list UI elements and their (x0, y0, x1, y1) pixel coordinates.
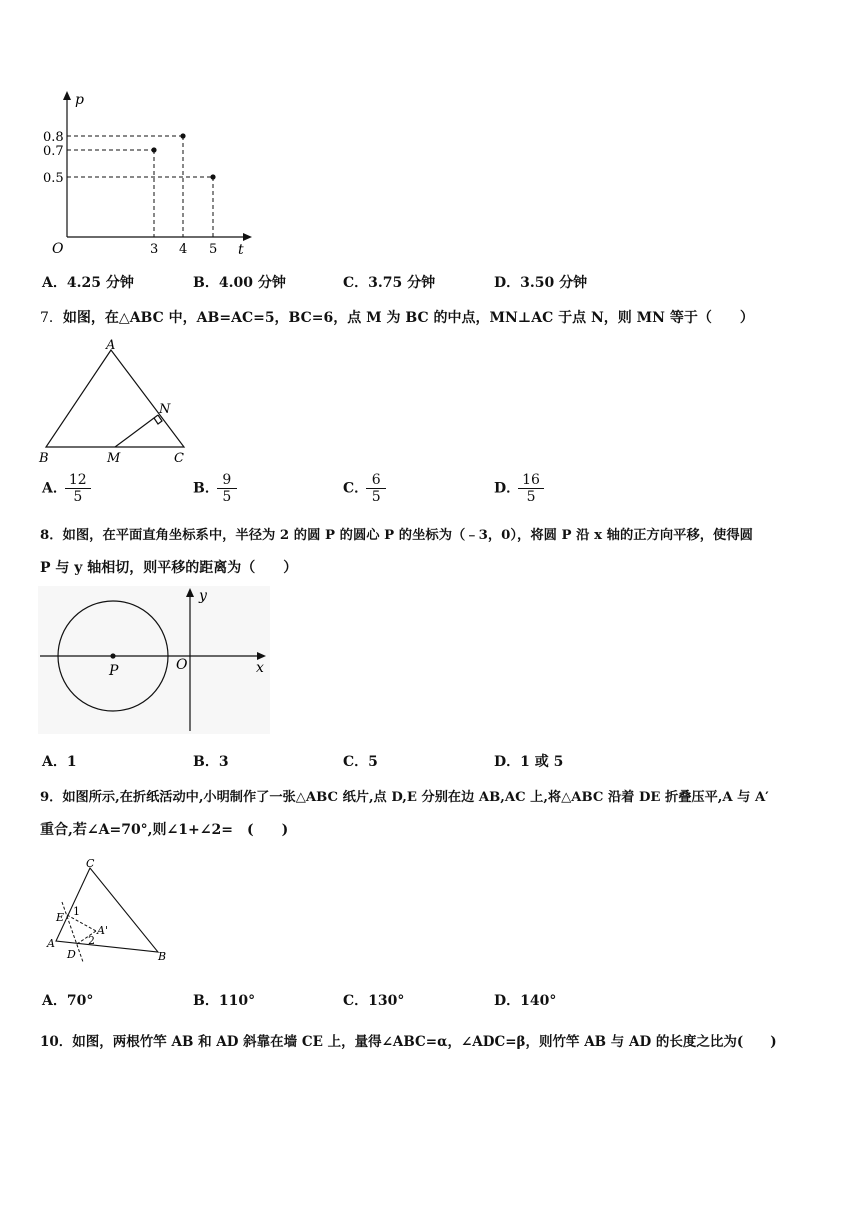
vertex-label-b: B (158, 950, 167, 963)
angle-label-1: 1 (73, 905, 80, 918)
y-axis-arrow-icon (63, 91, 71, 100)
option-text: 4.25 分钟 (66, 275, 134, 291)
numerator: 9 (222, 472, 232, 488)
option-text: 140° (520, 993, 557, 1009)
vertex-label-a: A (106, 338, 116, 353)
q9-option-a[interactable] (42, 990, 93, 1010)
vertex-label-c: C (86, 857, 95, 870)
q9-stem-line2: 重合,若∠A=70°,则∠1+∠2= ( ) (40, 822, 289, 838)
q6-option-d[interactable] (494, 272, 587, 292)
option-text: 4.00 分钟 (218, 275, 286, 291)
q8-option-c[interactable] (343, 751, 378, 771)
origin-label: O (176, 657, 188, 673)
y-axis-label: p (75, 92, 84, 108)
option-letter: A． (42, 993, 67, 1009)
q9-option-c[interactable] (343, 990, 404, 1010)
triangle-abc (46, 350, 184, 447)
x-tick-label: 3 (150, 242, 159, 257)
option-letter: C． (343, 480, 369, 497)
option-letter: B． (193, 480, 219, 497)
vertex-label-b: B (39, 451, 49, 466)
fraction (219, 472, 235, 505)
vertex-label-c: C (174, 451, 184, 466)
q8-stem-line1: 8．如图，在平面直角坐标系中，半径为 2 的圆 P 的圆心 P 的坐标为（﹣3，0），将圆 P 沿 x 轴的正方向平移，使得圆 (40, 528, 753, 543)
denominator: 5 (222, 489, 232, 505)
center-point-p (110, 653, 115, 658)
center-label-p: P (109, 663, 119, 679)
y-axis-label: y (199, 588, 207, 604)
option-letter: A． (42, 480, 67, 497)
numerator: 16 (522, 472, 540, 488)
segment-mn (115, 415, 158, 447)
option-text: 130° (368, 993, 405, 1009)
question-text: 如图，在△ABC 中，AB=AC=5，BC=6，点 M 为 BC 的中点，MN⊥AC 于点 N，则 MN 等于（ ） (62, 310, 754, 326)
q6-figure (38, 88, 258, 258)
fraction (368, 472, 384, 505)
q9-option-d[interactable] (494, 990, 556, 1010)
option-text: 70° (66, 993, 94, 1009)
fraction (67, 472, 89, 505)
numerator: 6 (371, 472, 381, 488)
q9-option-b[interactable] (193, 990, 255, 1010)
q8-option-a[interactable] (42, 751, 77, 771)
point-4-0.8 (180, 133, 185, 138)
q6-option-a[interactable] (42, 272, 134, 292)
denominator: 5 (73, 489, 83, 505)
option-text: 1 (66, 754, 77, 770)
option-text: 3.50 分钟 (520, 275, 588, 291)
option-letter: D． (494, 480, 521, 497)
point-3-0.7 (151, 147, 156, 152)
option-letter: D． (494, 993, 521, 1009)
option-text: 3 (218, 754, 229, 770)
y-tick-label: 0.8 (43, 130, 64, 145)
point-label-n: N (159, 402, 171, 417)
option-text: 1 或 5 (520, 754, 564, 770)
segment-ea-prime (67, 915, 96, 931)
fraction (520, 472, 542, 505)
angle-label-2: 2 (88, 934, 95, 947)
x-axis-label: t (238, 242, 244, 258)
option-letter: D． (494, 275, 521, 291)
q6-option-b[interactable] (193, 272, 286, 292)
q7-option-b[interactable] (193, 472, 235, 505)
point-label-a-prime: A' (97, 924, 108, 937)
q8-option-b[interactable] (193, 751, 229, 771)
x-axis-arrow-icon (243, 233, 252, 241)
q7-stem (40, 307, 754, 327)
point-label-m: M (107, 451, 121, 466)
denominator: 5 (371, 489, 381, 505)
origin-label: O (52, 241, 64, 257)
q10-stem: 10．如图，两根竹竿 AB 和 AD 斜靠在墙 CE 上，量得∠ABC=α，∠ADC=β，则竹竿 AB 与 AD 的长度之比为( ) (40, 1034, 777, 1050)
denominator: 5 (526, 489, 536, 505)
q7-option-d[interactable] (494, 472, 542, 505)
q7-figure (36, 336, 206, 466)
y-axis-arrow-icon (186, 588, 194, 597)
option-letter: C． (343, 275, 369, 291)
y-tick-label: 0.7 (43, 144, 64, 159)
x-tick-label: 5 (209, 242, 218, 257)
question-number: 7． (40, 310, 63, 326)
numerator: 12 (68, 472, 87, 488)
q8-stem-line2: P 与 y 轴相切，则平移的距离为（ ） (40, 560, 298, 576)
x-tick-label: 4 (179, 242, 188, 257)
y-tick-label: 0.5 (43, 171, 64, 186)
q9-figure (40, 852, 180, 967)
point-label-d: D (67, 948, 76, 961)
vertex-label-a: A (47, 937, 55, 950)
option-letter: B． (193, 275, 219, 291)
triangle-abc (56, 868, 158, 952)
option-letter: A． (42, 754, 67, 770)
option-text: 3.75 分钟 (368, 275, 436, 291)
option-text: 5 (368, 754, 378, 770)
option-letter: A． (42, 275, 67, 291)
point-label-e: E (56, 911, 65, 924)
option-letter: D． (494, 754, 521, 770)
option-letter: C． (343, 993, 369, 1009)
q8-figure (38, 586, 270, 734)
x-axis-label: x (256, 660, 264, 676)
q7-option-a[interactable] (42, 472, 89, 505)
q9-stem-line1: 9．如图所示,在折纸活动中,小明制作了一张△ABC 纸片,点 D,E 分别在边 AB,AC 上,将△ABC 沿着 DE 折叠压平,A 与 A′ (40, 790, 769, 805)
q8-option-d[interactable] (494, 751, 563, 771)
point-5-0.5 (210, 174, 215, 179)
option-letter: B． (193, 754, 219, 770)
option-text: 110° (218, 993, 256, 1009)
q6-option-c[interactable] (343, 272, 435, 292)
x-axis-arrow-icon (257, 652, 266, 660)
q7-option-c[interactable] (343, 472, 384, 505)
option-letter: C． (343, 754, 369, 770)
option-letter: B． (193, 993, 219, 1009)
